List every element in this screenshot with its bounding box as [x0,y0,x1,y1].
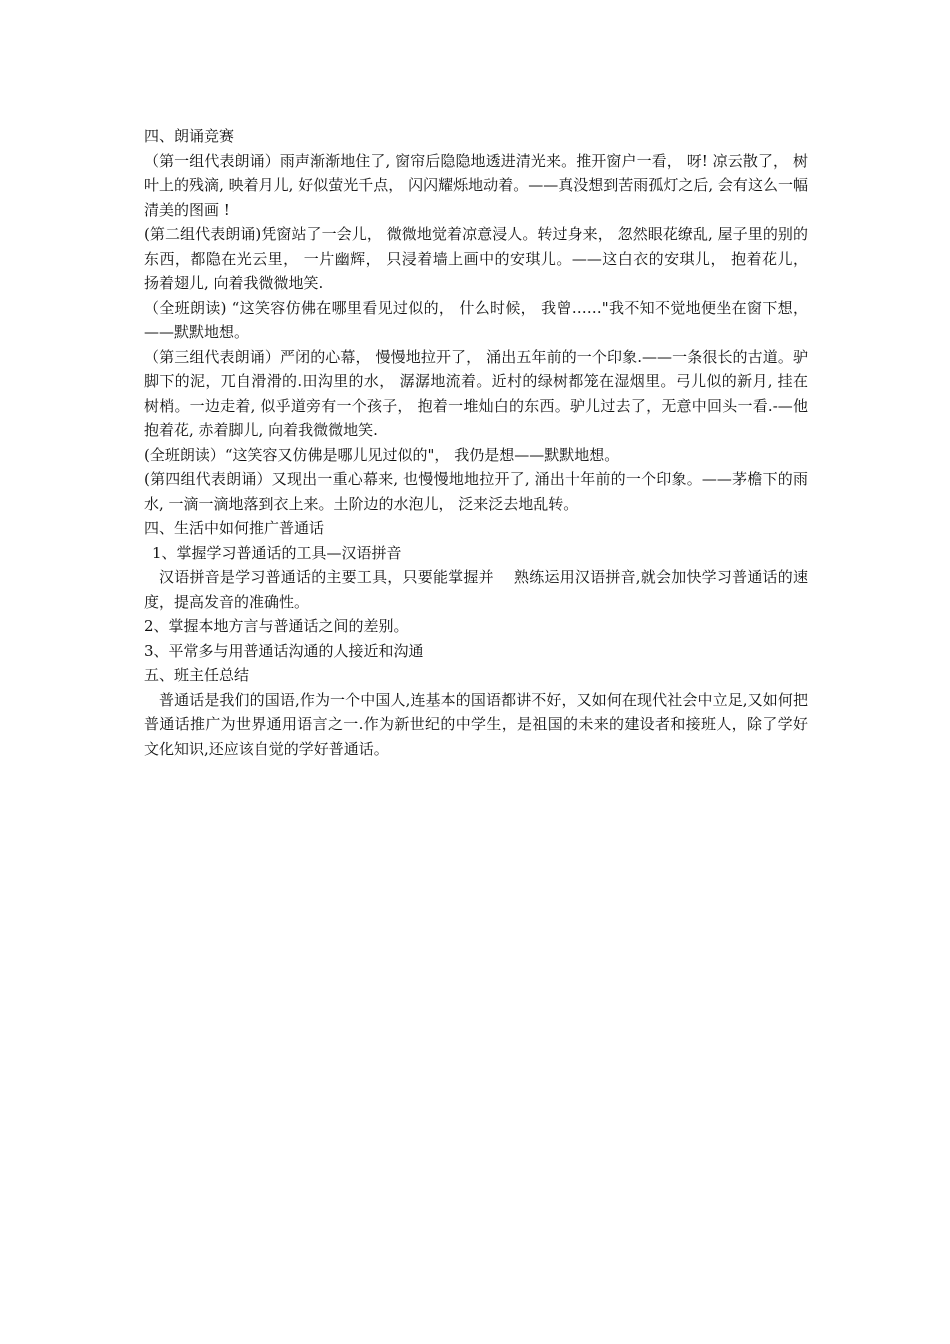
recitation-class1: （全班朗读) “这笑容仿佛在哪里看见过似的， 什么时候， 我曾……"我不知不觉地便坐在窗下想，——默默地想。 [144,298,808,341]
recitation-group1: （第一组代表朗诵）雨声渐渐地住了, 窗帘后隐隐地透进清光来。推开窗户一看， 呀! 凉云散了， 树叶上的残滴, 映着月儿, 好似萤光千点， 闪闪耀烁地动着。——真没想到苦雨孤灯之后, 会有这么一幅清美的图画 ! [144,151,808,219]
recitation-group3: （第三组代表朗诵）严闭的心幕， 慢慢地拉开了， 涌出五年前的一个印象.——一条很长的古道。驴脚下的泥，兀自滑滑的.田沟里的水， 潺潺地流着。近村的绿树都笼在湿烟里。弓儿似的新月, 挂在树梢。一边走着, 似乎道旁有一个孩子， 抱着一堆灿白的东西。驴儿过去了，无意中回头一看.-—他抱着花, 赤着脚儿, 向着我微微地笑. [144,347,808,439]
promotion-item-1: 1、掌握学习普通话的工具—汉语拼音 [152,543,402,562]
summary-text: 普通话是我们的国语,作为一个中国人,连基本的国语都讲不好，又如何在现代社会中立足,又如何把普通话推广为世界通用语言之一.作为新世纪的中学生，是祖国的未来的建设者和接班人，除了学好文化知识,还应该自觉的学好普通话。 [144,690,808,758]
promotion-heading: 四、生活中如何推广普通话 [144,519,325,537]
recitation-group2: (第二组代表朗诵)凭窗站了一会儿， 微微地觉着凉意浸人。转过身来， 忽然眼花缭乱, 屋子里的别的东西，都隐在光云里， 一片幽辉， 只浸着墙上画中的安琪儿。——这白衣的安琪儿， 抱着花儿， 扬着翅儿, 向着我微微地笑. [144,225,808,292]
promotion-item-3: 3、平常多与用普通话沟通的人接近和沟通 [144,641,424,660]
recitation-heading: 四、朗诵竞赛 [144,127,235,145]
document-body [144,124,808,761]
promotion-item-1-text: 汉语拼音是学习普通话的主要工具，只要能掌握并 熟练运用汉语拼音,就会加快学习普通话的速度，提高发音的准确性。 [144,568,808,611]
promotion-item-2: 2、掌握本地方言与普通话之间的差别。 [144,617,409,635]
summary-heading: 五、班主任总结 [144,666,250,684]
recitation-group4: (第四组代表朗诵）又现出一重心幕来, 也慢慢地地拉开了, 涌出十年前的一个印象。——茅檐下的雨水, 一滴一滴地落到衣上来。土阶边的水泡儿， 泛来泛去地乱转。 [144,470,808,513]
recitation-class2: (全班朗读）“这笑容又仿佛是哪儿见过似的"， 我仍是想——默默地想。 [144,445,620,464]
